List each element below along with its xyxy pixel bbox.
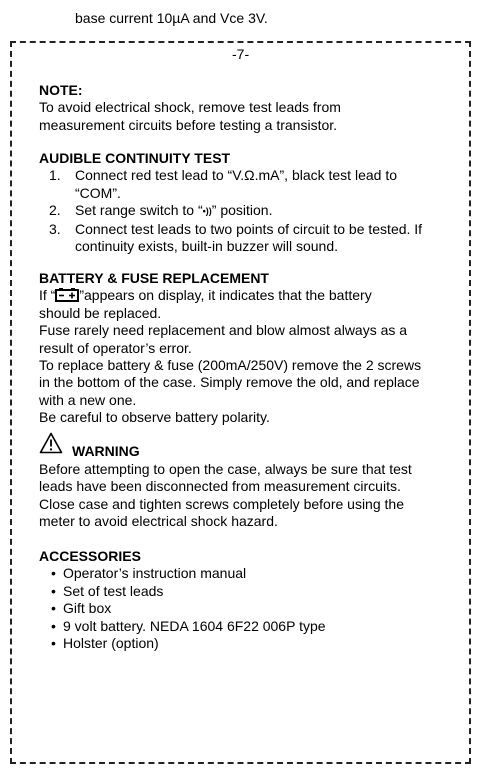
list-item-text: Holster (option) (63, 635, 159, 652)
list-item (39, 583, 326, 600)
step-item (39, 167, 422, 202)
battery-line: with a new one. (39, 391, 137, 408)
note-line: measurement circuits before testing a transistor. (39, 116, 338, 133)
battery-line: result of operator’s error. (39, 339, 192, 356)
continuity-section (39, 150, 422, 255)
step-text: ” position. (211, 202, 273, 219)
battery-text: ”appears on display, it indicates that the battery (79, 287, 372, 304)
step-line: Connect test leads to two points of circuit to be tested. If (75, 220, 423, 237)
bullet: • (51, 635, 56, 652)
warning-icon (39, 432, 63, 454)
list-item (39, 618, 326, 635)
accessories-section (39, 548, 326, 652)
battery-line: should be replaced. (39, 304, 162, 321)
list-item (39, 635, 326, 652)
battery-line (39, 287, 421, 304)
step-number: 3. (49, 220, 61, 237)
battery-text: If “ (39, 287, 56, 304)
step-item (39, 202, 422, 220)
warning-section (39, 461, 412, 531)
continuity-heading: AUDIBLE CONTINUITY TEST (39, 150, 231, 166)
list-item (39, 565, 326, 582)
battery-section (39, 270, 421, 427)
battery-heading: BATTERY & FUSE REPLACEMENT (39, 270, 269, 286)
step-line (75, 202, 422, 220)
warning-line: Close case and tighten screws completely before using the (39, 495, 404, 512)
step-line: continuity exists, built-in buzzer will sound. (75, 238, 339, 255)
list-item (39, 600, 326, 617)
step-number: 2. (49, 202, 61, 219)
buzzer-icon: •)) (202, 206, 212, 217)
battery-line: Fuse rarely need replacement and blow almost always as a (39, 322, 408, 339)
bullet: • (51, 582, 56, 599)
battery-icon (55, 288, 79, 302)
battery-line: in the bottom of the case. Simply remove the old, and replace (39, 374, 420, 391)
list-item-text: Gift box (63, 600, 112, 617)
note-section (39, 82, 341, 134)
battery-line: To replace battery & fuse (200mA/250V) remove the 2 screws (39, 357, 422, 374)
step-line: Connect red test lead to “V.Ω.mA”, black test lead to (75, 167, 397, 184)
step-item (39, 221, 422, 256)
note-heading: NOTE: (39, 82, 83, 98)
warning-line: Before attempting to open the case, always be sure that test (39, 461, 412, 477)
bullet: • (51, 617, 56, 634)
list-item-text: 9 volt battery. NEDA 1604 6F22 006P type (63, 617, 326, 634)
step-text: Set range switch to “ (75, 202, 203, 219)
list-item-text: Operator’s instruction manual (63, 565, 247, 582)
page-number: -7- (232, 46, 250, 62)
battery-line: Be careful to observe battery polarity. (39, 409, 270, 426)
bullet: • (51, 600, 56, 617)
bullet: • (51, 565, 56, 582)
continued-text: base current 10µA and Vce 3V. (75, 10, 268, 26)
step-line: “COM”. (75, 184, 121, 201)
warning-heading: WARNING (72, 443, 140, 459)
list-item-text: Set of test leads (63, 582, 164, 599)
accessories-heading: ACCESSORIES (39, 548, 141, 564)
step-number: 1. (49, 167, 61, 184)
warning-line: meter to avoid electrical shock hazard. (39, 513, 278, 530)
note-line: To avoid electrical shock, remove test leads from (39, 99, 341, 116)
warning-line: leads have been disconnected from measurement circuits. (39, 478, 401, 495)
